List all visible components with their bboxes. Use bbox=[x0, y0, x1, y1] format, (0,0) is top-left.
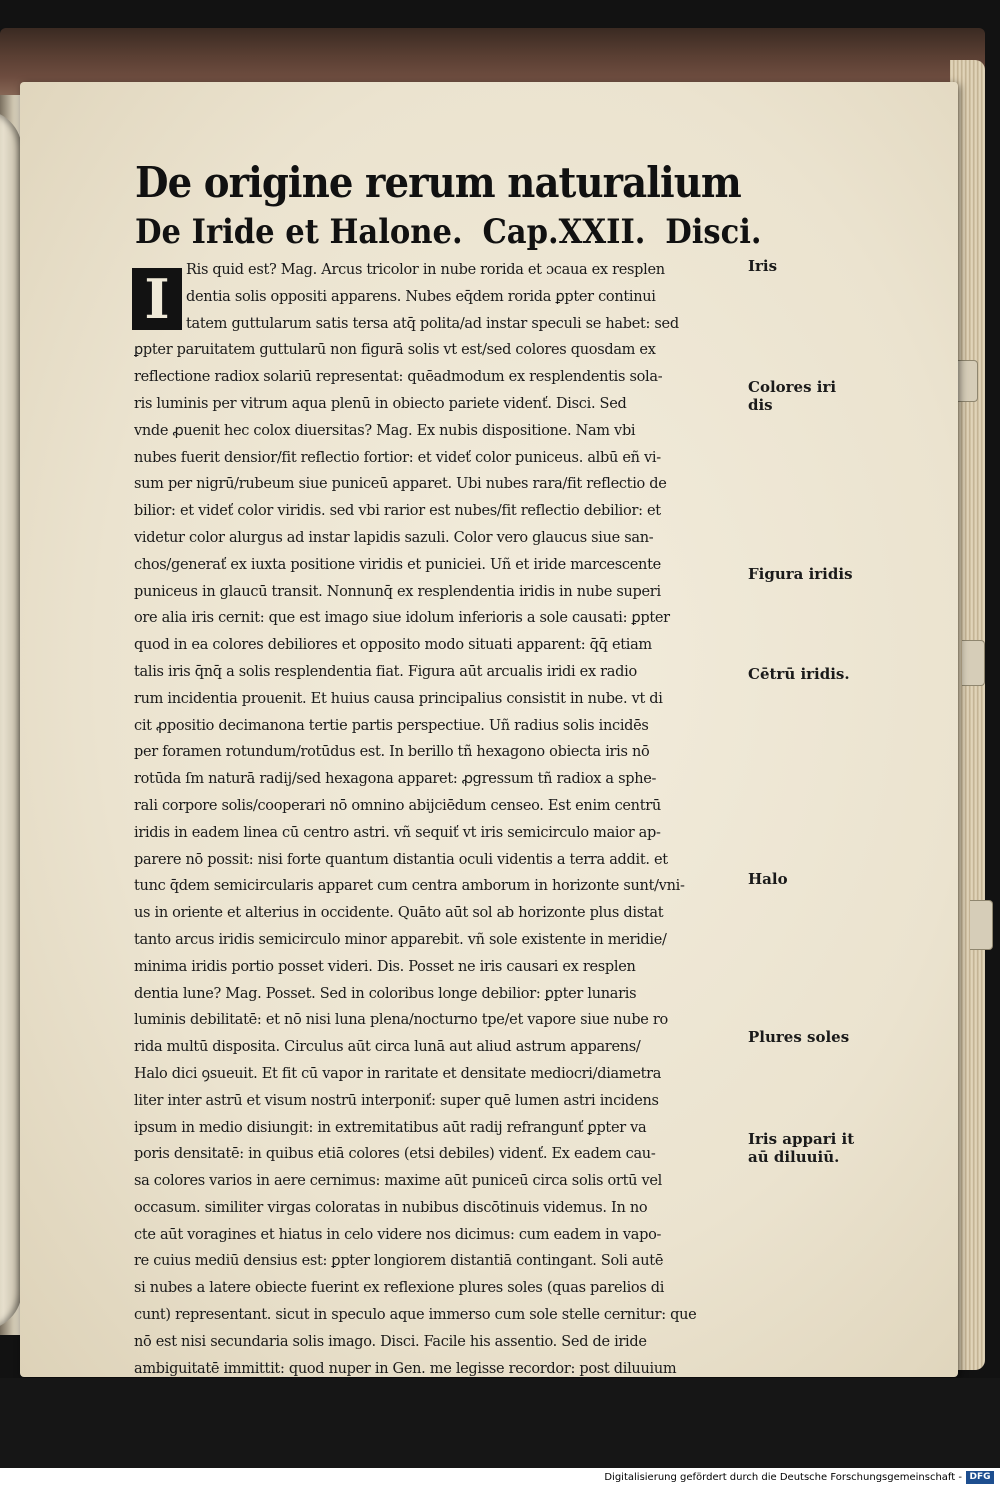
text-line: occasum. similiter virgas coloratas in nubibus discōtinuis videmus. In no bbox=[134, 1199, 648, 1216]
text-line: quod in ea colores debiliores et opposito modo situati apparent: q̄q̄ etiam bbox=[134, 637, 652, 654]
margin-note: Cētrū iridis. bbox=[748, 665, 850, 683]
text-line: poris densitatē: in quibus etiā colores (etsi debiles) videnť. Ex eadem cau- bbox=[134, 1146, 656, 1163]
text-line: bilior: et videť color viridis. sed vbi rarior est nubes/fit reflectio debilior: et bbox=[134, 503, 661, 520]
text-line: re cuius mediū densius est: ꝑpter longiorem distantiā contingant. Soli autē bbox=[134, 1253, 664, 1270]
text-line: nubes fuerit densior/fit reflectio fortior: et videť color puniceus. albū eñ vi- bbox=[134, 449, 661, 466]
text-line: cunt) representant. sicut in speculo aque immerso cum sole stelle cernitur: que bbox=[134, 1307, 697, 1324]
text-line: rotūda ſm naturā radij/sed hexagona apparet: ꝓgressum tñ radiox a sphe- bbox=[134, 771, 657, 788]
footer-bar bbox=[0, 1468, 1000, 1488]
text-line: Ris quid est? Mag. Arcus tricolor in nube rorida et ɔcaua ex resplen bbox=[186, 262, 665, 278]
page-tab bbox=[970, 900, 993, 950]
margin-note: Colores iri dis bbox=[748, 378, 837, 414]
text-line: tanto arcus iridis semicirculo minor apparebit. vñ sole existente in meridie/ bbox=[134, 931, 667, 948]
text-line: sa colores varios in aere cernimus: maxime aūt puniceū circa solis ortū vel bbox=[134, 1173, 662, 1190]
text-line: ipsum in medio disiungit: in extremitatibus aūt radij refrangunť ꝑpter va bbox=[134, 1119, 647, 1136]
page-tab bbox=[955, 360, 978, 402]
chapter-subheading bbox=[135, 212, 762, 252]
text-line: nō est nisi secundaria solis imago. Disci. Facile his assentio. Sed de iride bbox=[134, 1333, 647, 1350]
text-line: cit ꝓpositio decimanona tertie partis perspectiue. Uñ radius solis incidēs bbox=[134, 717, 649, 734]
drop-cap-initial: I bbox=[132, 268, 182, 330]
text-line: rida multū disposita. Circulus aūt circa lunā aut aliud astrum apparens/ bbox=[134, 1039, 641, 1056]
text-line: sum per nigrū/rubeum siue puniceū apparet. Ubi nubes rara/fit reflectio de bbox=[134, 476, 667, 493]
text-line: us in oriente et alterius in occidente. Quāto aūt sol ab horizonte plus distat bbox=[134, 905, 664, 922]
text-line: tatem guttularum satis tersa atq̄ polita/ad instar speculi se habet: sed bbox=[186, 315, 679, 332]
text-line: ris luminis per vitrum aqua plenū in obiecto pariete videnť. Disci. Sed bbox=[134, 395, 627, 412]
text-line: ꝑpter paruitatem guttularū non figurā solis vt est/sed colores quosdam ex bbox=[134, 342, 656, 359]
text-line: dentia solis oppositi apparens. Nubes eq̄dem rorida ꝑpter continui bbox=[186, 288, 656, 305]
text-line: luminis debilitatē: et nō nisi luna plena/nocturno tpe/et vapore siue nube ro bbox=[134, 1012, 668, 1029]
text-line: vnde ꝓuenit hec colox diuersitas? Mag. Ex nubis dispositione. Nam vbi bbox=[134, 422, 636, 439]
body-text bbox=[134, 257, 746, 1463]
text-line: talis iris q̄nq̄ a solis resplendentia fiat. Figura aūt arcualis iridi ex radio bbox=[134, 663, 637, 680]
chapter-number: Cap.XXII. bbox=[482, 212, 646, 252]
margin-note: Halo bbox=[748, 870, 788, 888]
page-tab bbox=[962, 640, 985, 686]
text-line: ambiguitatē immittit: quod nuper in Gen. me legisse recordor: post diluuium bbox=[134, 1360, 677, 1377]
left-page-curl bbox=[0, 110, 22, 1330]
margin-note: Iris bbox=[748, 257, 778, 275]
text-line: minima iridis portio posset videri. Dis. Posset ne iris causari ex resplen bbox=[134, 958, 636, 975]
text-line: videtur color alurgus ad instar lapidis sazuli. Color vero glaucus siue san- bbox=[134, 529, 654, 546]
text-line: liter inter astrū et visum nostrū interponiť: super quē lumen astri incidens bbox=[134, 1092, 659, 1109]
text-line: parere nō possit: nisi forte quantum distantia oculi videntis a terra addit. et bbox=[134, 851, 668, 868]
chapter-heading: De origine rerum naturalium bbox=[135, 158, 741, 207]
scan-bottom-background bbox=[0, 1378, 1000, 1468]
text-line: per foramen rotundum/rotūdus est. In berillo tñ hexagono obiecta iris nō bbox=[134, 744, 650, 761]
text-line: iridis in eadem linea cū centro astri. vñ sequiť vt iris semicirculo maior ap- bbox=[134, 824, 661, 841]
text-line: Halo dici ꝯsueuit. Et fit cū vapor in raritate et densitate mediocri/diametra bbox=[134, 1065, 662, 1082]
text-line: ore alia iris cernit: que est imago siue idolum inferioris a sole causati: ꝑpter bbox=[134, 610, 670, 627]
margin-note: Plures soles bbox=[748, 1028, 850, 1046]
text-line: rali corpore solis/cooperari nō omnino abijciēdum censeo. Est enim centrū bbox=[134, 797, 661, 814]
text-line: reflectione radiox solariū representat: quēadmodum ex resplendentis sola- bbox=[134, 369, 663, 386]
text-line: puniceus in glaucū transit. Nonnunq̄ ex resplendentia iridis in nube superi bbox=[134, 583, 661, 600]
text-line: chos/generať ex iuxta positione viridis et puniciei. Uñ et iride marcescente bbox=[134, 556, 661, 573]
text-line: dentia lune? Mag. Posset. Sed in coloribus longe debilior: ꝑpter lunaris bbox=[134, 985, 637, 1002]
text-line: tunc q̄dem semicircularis apparet cum centra amborum in horizonte sunt/vni- bbox=[134, 878, 685, 895]
margin-note: Iris appari it aū diluuiū. bbox=[748, 1130, 855, 1166]
chapter-topic: De Iride et Halone. bbox=[135, 212, 463, 252]
dfg-logo: DFG bbox=[966, 1471, 994, 1484]
text-line: cte aūt voragines et hiatus in celo videre nos dicimus: cum eadem in vapo- bbox=[134, 1226, 662, 1243]
speaker-label: Disci. bbox=[665, 212, 762, 252]
text-line: si nubes a latere obiecte fuerint ex reflexione plures soles (quas parelios di bbox=[134, 1280, 665, 1297]
text-line: rum incidentia prouenit. Et huius causa principalius consistit in nube. vt di bbox=[134, 690, 663, 707]
margin-note: Figura iridis bbox=[748, 565, 853, 583]
funding-notice: Digitalisierung gefördert durch die Deutsche Forschungsgemeinschaft - bbox=[604, 1472, 962, 1483]
